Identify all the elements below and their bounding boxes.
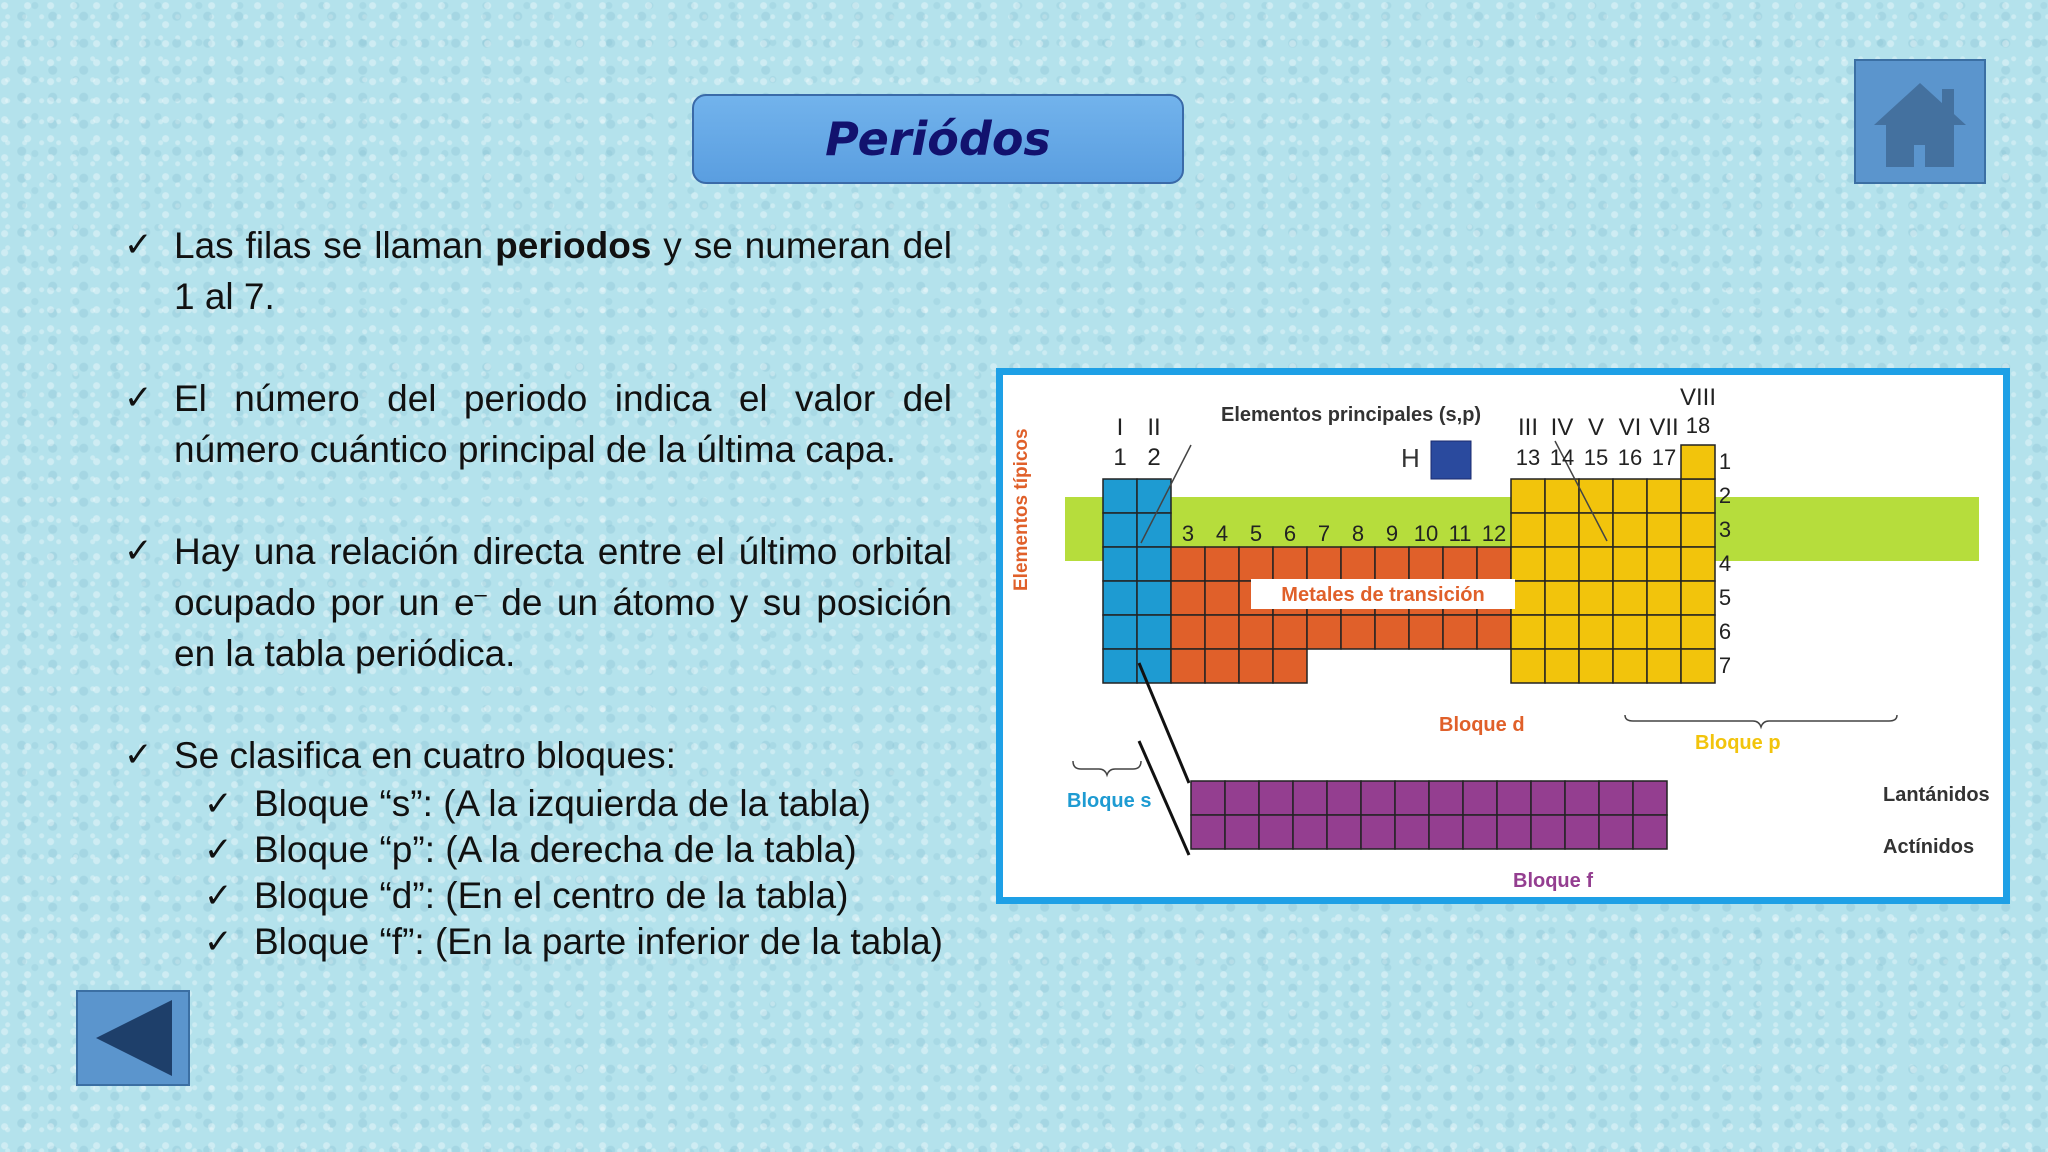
d-block-cell [1273, 615, 1307, 649]
p-block-cell [1545, 479, 1579, 513]
periodic-table-diagram [1003, 375, 2003, 897]
f-block-cell [1259, 781, 1293, 815]
f-block-cell [1191, 815, 1225, 849]
bullet-numero-periodo [120, 373, 952, 475]
f-block-cell [1395, 781, 1429, 815]
d-block-cell [1341, 547, 1375, 581]
bullet-text: El número del periodo indica el valor del número cuántico principal de la última capa. [174, 378, 952, 470]
p-block-cell [1511, 581, 1545, 615]
bloque-p-label: Bloque p [1695, 732, 1781, 754]
p-block-cell [1647, 615, 1681, 649]
d-block-cell [1171, 615, 1205, 649]
d-block-cell [1171, 581, 1205, 615]
sub-bullet-text: Bloque “f”: (En la parte inferior de la tabla) [254, 921, 943, 962]
sub-bullet-text: Bloque “s”: (A la izquierda de la tabla) [254, 783, 872, 824]
p-block-cell [1579, 615, 1613, 649]
p-block-cell [1613, 615, 1647, 649]
back-button[interactable] [76, 990, 190, 1086]
group-roman-label: V [1587, 414, 1605, 441]
d-block-cell [1443, 547, 1477, 581]
f-block-cell [1225, 815, 1259, 849]
p-block-cell [1647, 581, 1681, 615]
f-block-cell [1429, 815, 1463, 849]
period-number-label: 2 [1718, 483, 1732, 508]
p-block-cell [1681, 615, 1715, 649]
bullet-periodos [120, 220, 952, 322]
checkmark-icon: ✓ [204, 831, 233, 869]
bullet-text: Las filas se llaman [174, 225, 496, 266]
metales-transicion-label: Metales de transición [1281, 584, 1485, 606]
p-block-cell [1647, 479, 1681, 513]
checkmark-icon: ✓ [124, 226, 153, 264]
f-block-cell [1429, 781, 1463, 815]
s-block-cell [1103, 513, 1137, 547]
group-number-label: 2 [1147, 444, 1161, 471]
group-number-label: 9 [1385, 521, 1399, 546]
s-block-cell [1103, 581, 1137, 615]
period-number-label: 3 [1718, 517, 1732, 542]
d-block-cell [1205, 581, 1239, 615]
bullet-list [120, 220, 952, 965]
p-block-cell [1511, 513, 1545, 547]
checkmark-icon: ✓ [204, 785, 233, 823]
f-block-cell [1531, 815, 1565, 849]
f-block-cell [1565, 781, 1599, 815]
f-block-cell [1361, 815, 1395, 849]
p-block-cell [1647, 547, 1681, 581]
p-block-cell [1579, 513, 1613, 547]
d-block-cell [1171, 649, 1205, 683]
d-block-cell [1171, 547, 1205, 581]
p-block-cell [1579, 581, 1613, 615]
p-block-cell [1681, 513, 1715, 547]
f-block-cell [1259, 815, 1293, 849]
group-number-label: 14 [1549, 445, 1575, 470]
d-block-cell [1375, 615, 1409, 649]
f-block-cell [1599, 781, 1633, 815]
p-block-cell [1681, 547, 1715, 581]
f-block-cell [1599, 815, 1633, 849]
d-block-cell [1239, 649, 1273, 683]
period-number-label: 6 [1718, 619, 1732, 644]
d-block-cell [1375, 547, 1409, 581]
f-block-cell [1293, 815, 1327, 849]
helium-cell [1681, 445, 1715, 479]
group-number-label: 18 [1685, 413, 1711, 438]
p-block-cell [1647, 649, 1681, 683]
group-number-label: 15 [1583, 445, 1609, 470]
p-block-cell [1545, 581, 1579, 615]
s-block-cell [1103, 547, 1137, 581]
group-number-label: 13 [1515, 445, 1541, 470]
group-number-label: 17 [1651, 445, 1677, 470]
p-block-cell [1545, 649, 1579, 683]
d-block-cell [1239, 615, 1273, 649]
p-block-cell [1545, 547, 1579, 581]
bullet-text: y se numeran del 1 al 7. [174, 225, 952, 317]
bullet-text: de un átomo y su posición en la tabla periódica. [174, 582, 953, 674]
d-block-cell [1409, 547, 1443, 581]
f-block-cell [1497, 815, 1531, 849]
group-roman-label: VII [1649, 414, 1679, 441]
elementos-tipicos-label: Elementos típicos [1011, 428, 1032, 591]
group-number-label: 6 [1283, 521, 1297, 546]
p-block-cell [1681, 649, 1715, 683]
d-block-cell [1205, 615, 1239, 649]
title-banner [692, 94, 1184, 184]
bullet-bloques [120, 730, 952, 781]
period-number-label: 4 [1718, 551, 1732, 576]
bullet-bold-text: periodos [495, 225, 652, 266]
f-block-cell [1327, 781, 1361, 815]
checkmark-icon: ✓ [204, 877, 233, 915]
group-number-label: 3 [1181, 521, 1195, 546]
p-block-cell [1613, 547, 1647, 581]
p-block-cell [1511, 649, 1545, 683]
sub-bullet-f [120, 919, 952, 965]
d-block-cell [1477, 547, 1511, 581]
hydrogen-cell [1431, 441, 1471, 479]
home-icon [1856, 61, 1984, 182]
p-block-cell [1545, 615, 1579, 649]
periodic-table-figure [996, 368, 2010, 904]
f-block-cell [1361, 781, 1395, 815]
p-block-cell [1579, 547, 1613, 581]
group-number-label: 8 [1351, 521, 1365, 546]
electron-superscript: – [474, 581, 487, 607]
sub-bullet-text: Bloque “d”: (En el centro de la tabla) [254, 875, 849, 916]
d-block-cell [1273, 547, 1307, 581]
p-block-cell [1511, 547, 1545, 581]
group-roman-label: I [1116, 414, 1124, 441]
p-block-cell [1613, 649, 1647, 683]
elementos-principales-label: Elementos principales (s,p) [1221, 404, 1482, 426]
actinidos-label: Actínidos [1883, 836, 1975, 858]
d-block-cell [1239, 547, 1273, 581]
checkmark-icon: ✓ [124, 736, 153, 774]
sub-bullet-s [120, 781, 952, 827]
p-block-cell [1579, 649, 1613, 683]
s-block-cell [1137, 581, 1171, 615]
sub-bullet-p [120, 827, 952, 873]
p-block-cell [1511, 615, 1545, 649]
p-block-cell [1681, 581, 1715, 615]
d-block-cell [1205, 649, 1239, 683]
p-block-cell [1545, 513, 1579, 547]
group-roman-label: VI [1618, 414, 1642, 441]
group-number-label: 5 [1249, 521, 1263, 546]
s-block-cell [1103, 649, 1137, 683]
group-number-label: 12 [1481, 521, 1507, 546]
p-block-cell [1613, 581, 1647, 615]
d-block-cell [1409, 615, 1443, 649]
p-block-cell [1681, 479, 1715, 513]
bloque-s-label: Bloque s [1067, 790, 1152, 812]
group-roman-label: III [1517, 414, 1539, 441]
group-roman-label: VIII [1679, 384, 1717, 411]
s-block-cell [1137, 547, 1171, 581]
f-block-cell [1633, 781, 1667, 815]
page-title: Periódos [825, 112, 1051, 166]
f-block-cell [1463, 781, 1497, 815]
d-block-cell [1273, 649, 1307, 683]
d-block-cell [1477, 615, 1511, 649]
f-block-cell [1191, 781, 1225, 815]
s-block-cell [1103, 479, 1137, 513]
bullet-text: Hay una relación directa entre el último orbital ocupado por un e [174, 531, 952, 623]
bullet-text: Se clasifica en cuatro bloques: [174, 735, 676, 776]
f-block-cell [1497, 781, 1531, 815]
f-block-cell [1565, 815, 1599, 849]
checkmark-icon: ✓ [124, 379, 153, 417]
d-block-cell [1443, 615, 1477, 649]
sub-bullet-text: Bloque “p”: (A la derecha de la tabla) [254, 829, 857, 870]
period-number-label: 5 [1718, 585, 1732, 610]
checkmark-icon: ✓ [124, 532, 153, 570]
s-block-cell [1103, 615, 1137, 649]
group-roman-label: IV [1550, 414, 1574, 441]
period-number-label: 7 [1718, 653, 1732, 678]
home-button[interactable] [1854, 59, 1986, 184]
hydrogen-label: H [1401, 443, 1420, 473]
f-block-cell [1463, 815, 1497, 849]
f-block-cell [1293, 781, 1327, 815]
period-number-label: 1 [1718, 449, 1732, 474]
p-block-cell [1647, 513, 1681, 547]
f-block-cell [1531, 781, 1565, 815]
s-block-cell [1137, 479, 1171, 513]
f-block-cell [1633, 815, 1667, 849]
group-number-label: 16 [1617, 445, 1643, 470]
sub-bullet-d [120, 873, 952, 919]
s-block-cell [1137, 615, 1171, 649]
group-roman-label: II [1147, 414, 1161, 441]
bloque-d-label: Bloque d [1439, 714, 1525, 736]
group-number-label: 10 [1413, 521, 1439, 546]
group-number-label: 7 [1317, 521, 1331, 546]
bullet-relacion [120, 526, 952, 679]
back-arrow-icon [78, 992, 188, 1084]
f-block-cell [1395, 815, 1429, 849]
d-block-cell [1307, 615, 1341, 649]
lantanidos-label: Lantánidos [1883, 784, 1990, 806]
p-block-cell [1613, 479, 1647, 513]
d-block-cell [1307, 547, 1341, 581]
s-block-cell [1137, 649, 1171, 683]
d-block-cell [1205, 547, 1239, 581]
group-number-label: 11 [1448, 521, 1472, 546]
bloque-f-label: Bloque f [1513, 870, 1593, 892]
d-block-cell [1341, 615, 1375, 649]
group-number-label: 4 [1215, 521, 1229, 546]
group-number-label: 1 [1113, 444, 1127, 471]
p-block-cell [1613, 513, 1647, 547]
p-block-cell [1511, 479, 1545, 513]
f-block-cell [1225, 781, 1259, 815]
checkmark-icon: ✓ [204, 923, 233, 961]
f-block-cell [1327, 815, 1361, 849]
